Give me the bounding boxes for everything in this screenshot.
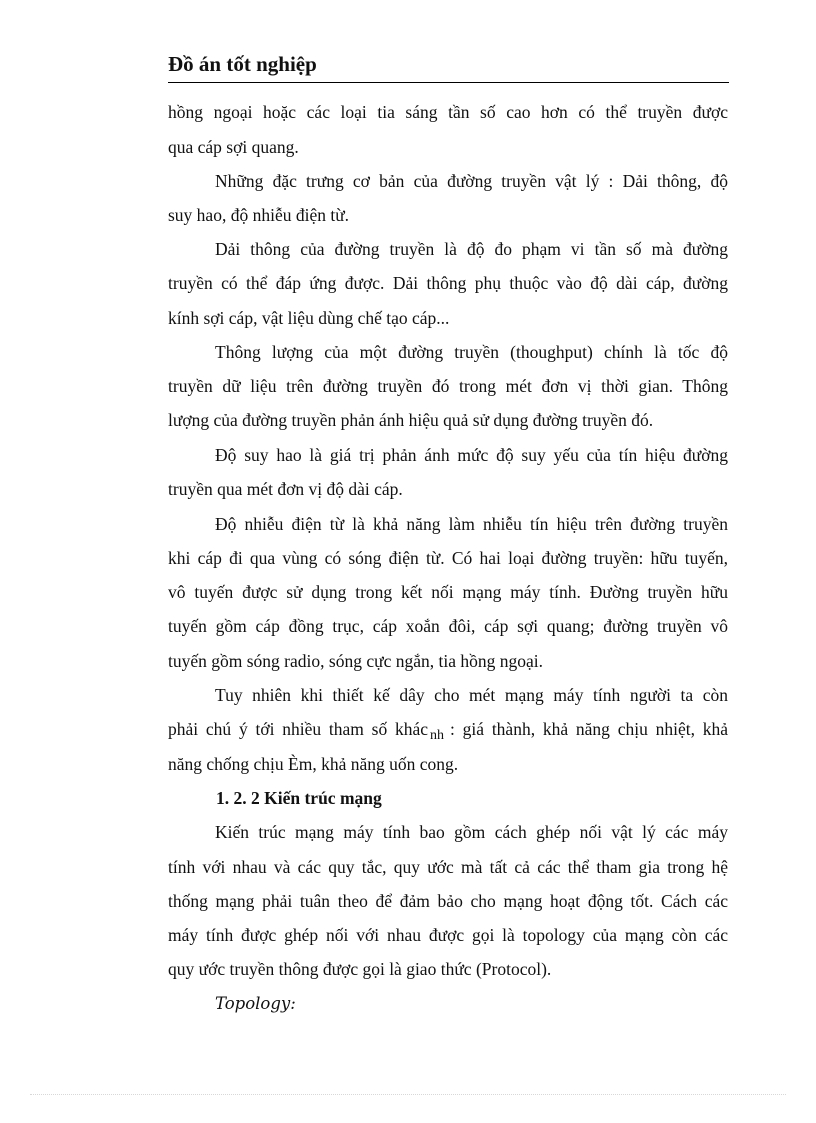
paragraph-line: hồng ngoại hoặc các loại tia sáng tần số cao hơn có thể truyền được [168, 102, 728, 122]
paragraph-line [168, 718, 728, 743]
paragraph-line: máy tính được ghép nối với nhau được gọi là topology của mạng còn các [168, 925, 728, 945]
paragraph-line: khi cáp đi qua vùng có sóng điện từ. Có hai loại đường truyền: hữu tuyến, [168, 548, 728, 568]
paragraph-line: kính sợi cáp, vật liệu dùng chế tạo cáp... [168, 308, 450, 328]
section-heading: 1. 2. 2 Kiến trúc mạng [216, 788, 382, 808]
page-title: Đồ án tốt nghiệp [168, 52, 317, 76]
paragraph-line: Độ suy hao là giá trị phản ánh mức độ suy yếu của tín hiệu đường [215, 445, 728, 465]
paragraph-line: quy ước truyền thông được gọi là giao thức (Protocol). [168, 959, 552, 979]
page-bottom-divider [30, 1094, 786, 1095]
paragraph-line: tính với nhau và các quy tắc, quy ước mà tất cả các thể tham gia trong hệ [168, 857, 728, 877]
text-span: phải chú ý tới nhiều tham số khác [168, 719, 429, 739]
paragraph-line: Những đặc trưng cơ bản của đường truyền vật lý : Dải thông, độ [215, 171, 728, 191]
paragraph-line: thống mạng phải tuân theo để đảm bảo cho mạng hoạt động tốt. Cách các [168, 891, 728, 911]
paragraph-line: truyền qua mét đơn vị độ dài cáp. [168, 479, 403, 499]
paragraph-line: Dải thông của đường truyền là độ đo phạm vi tần số mà đường [215, 239, 728, 259]
paragraph-line: suy hao, độ nhiễu điện từ. [168, 205, 350, 225]
paragraph-line: năng chống chịu Èm, khả năng uốn cong. [168, 754, 459, 774]
paragraph-line: Độ nhiễu điện từ là khả năng làm nhiễu tín hiệu trên đường truyền [215, 514, 728, 534]
paragraph-line: qua cáp sợi quang. [168, 137, 299, 157]
paragraph-line: truyền có thể đáp ứng được. Dải thông phụ thuộc vào độ dài cáp, đường [168, 273, 728, 293]
paragraph-line: lượng của đường truyền phản ánh hiệu quả sử dụng đường truyền đó. [168, 410, 654, 430]
paragraph-line: Thông lượng của một đường truyền (thoughput) chính là tốc độ [215, 342, 728, 362]
page-header [168, 52, 729, 83]
text-span: : giá thành, khả năng chịu nhiệt, khả [450, 719, 729, 739]
paragraph-line: truyền dữ liệu trên đường truyền đó trong mét đơn vị thời gian. Thông [168, 376, 728, 396]
paragraph-line: tuyến gồm cáp đồng trục, cáp xoắn đôi, cáp sợi quang; đường truyền vô [168, 616, 728, 636]
topology-label: Topology: [215, 994, 296, 1013]
paragraph-line: Kiến trúc mạng máy tính bao gồm cách ghép nối vật lý các máy [215, 822, 728, 842]
paragraph-line: vô tuyến được sử dụng trong kết nối mạng máy tính. Đường truyền hữu [168, 582, 728, 602]
stray-subscript: nh [430, 728, 445, 743]
paragraph-line: tuyến gồm sóng radio, sóng cực ngắn, tia hồng ngoại. [168, 651, 543, 671]
paragraph-line: Tuy nhiên khi thiết kế dây cho mét mạng máy tính người ta còn [215, 685, 728, 705]
